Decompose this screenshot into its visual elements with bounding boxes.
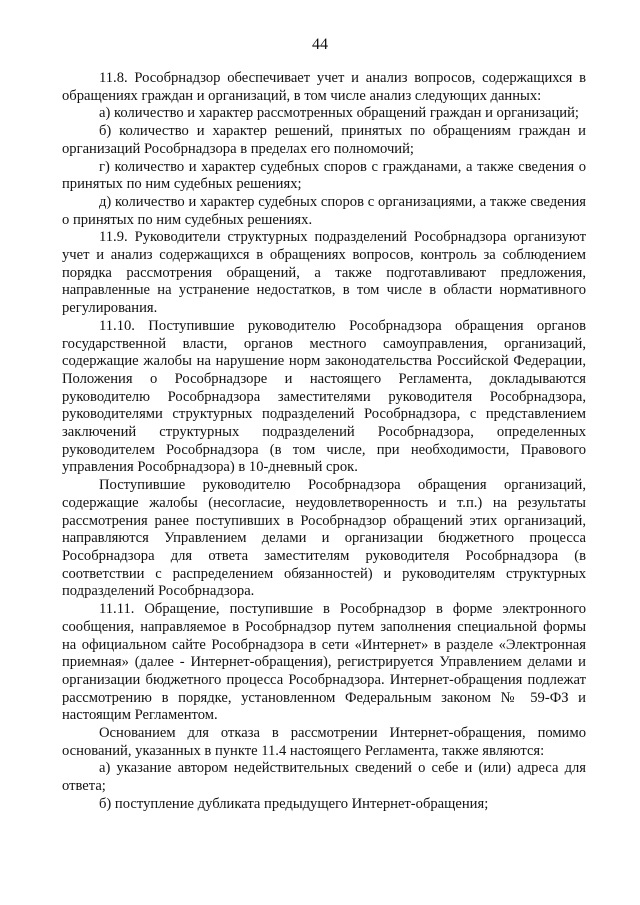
document-body [62,70,586,814]
paragraph-11-10: 11.10. Поступившие руководителю Рособрнадзора обращения органов государственной власти, органов местного самоуправления, организаций, содержащие жалобы на нарушение норм законодательства Российской Федерации, Положения о Рособрнадзоре и настоящего Регламента, докладываются руководителю Рособрнадзора заместителями руководителя Рособрнадзора, руководителями структурных подразделений Рособрнадзора, с представлением заключений структурных подразделений Рособрнадзора, определенных руководителем Рособрнадзора (в том числе, при необходимости, Правового управления Рособрнадзора) в 10-дневный срок. [62,317,586,476]
refusal-item-b: б) поступление дубликата предыдущего Интернет-обращения; [99,795,489,812]
list-item-a: а) количество и характер рассмотренных обращений граждан и организаций; [99,105,579,122]
page-number: 44 [312,36,328,53]
refusal-item-a: а) указание автором недействительных сведений о себе и (или) адреса для ответа; [62,760,586,795]
paragraph-refusal-grounds: Основанием для отказа в рассмотрении Интернет-обращения, помимо оснований, указанных в пункте 11.4 настоящего Регламента, также являются: [62,725,586,759]
paragraph-11-9: 11.9. Руководители структурных подразделений Рособрнадзора организуют учет и анализ содержащихся в обращениях вопросов, контроль за соблюдением порядка рассмотрения обращений, а также подготавливают предложения, направленные на устранение недостатков, в том числе в области нормативного регулирования. [62,229,586,317]
paragraph-complaints: Поступившие руководителю Рособрнадзора обращения организаций, содержащие жалобы (несогласие, неудовлетворенность и т.п.) на результаты рассмотрения ранее поступивших в Рособрнадзор обращений этих организаций, направляются Управлением делами и организации бюджетного процесса Рособрнадзора для ответа заместителям руководителя Рособрнадзора (в соответствии с распределением обязанностей) и руководителям структурных подразделений Рособрнадзора. [62,477,586,600]
list-item-g: г) количество и характер судебных споров с гражданами, а также сведения о принятых по ним судебных решениях; [62,158,586,193]
paragraph-11-8: 11.8. Рособрнадзор обеспечивает учет и анализ вопросов, содержащихся в обращениях граждан и организаций, в том числе анализ следующих данных: [62,70,586,104]
list-item-b: б) количество и характер решений, принятых по обращениям граждан и организаций Рособрнадзора в пределах его полномочий; [62,123,586,157]
paragraph-11-11: 11.11. Обращение, поступившие в Рособрнадзор в форме электронного сообщения, направляемое в Рособрнадзор путем заполнения специальной формы на официальном сайте Рособрнадзора в сети «Интернет» в разделе «Электронная приемная» (далее - Интернет-обращения), регистрируется Управлением делами и организации бюджетного процесса Рособрнадзора. Интернет-обращения подлежат рассмотрению в порядке, установленном Федеральным законом № 59-ФЗ и настоящим Регламентом. [62,601,586,724]
list-item-d: д) количество и характер судебных споров с организациями, а также сведения о принятых по ним судебных решениях. [62,193,586,228]
